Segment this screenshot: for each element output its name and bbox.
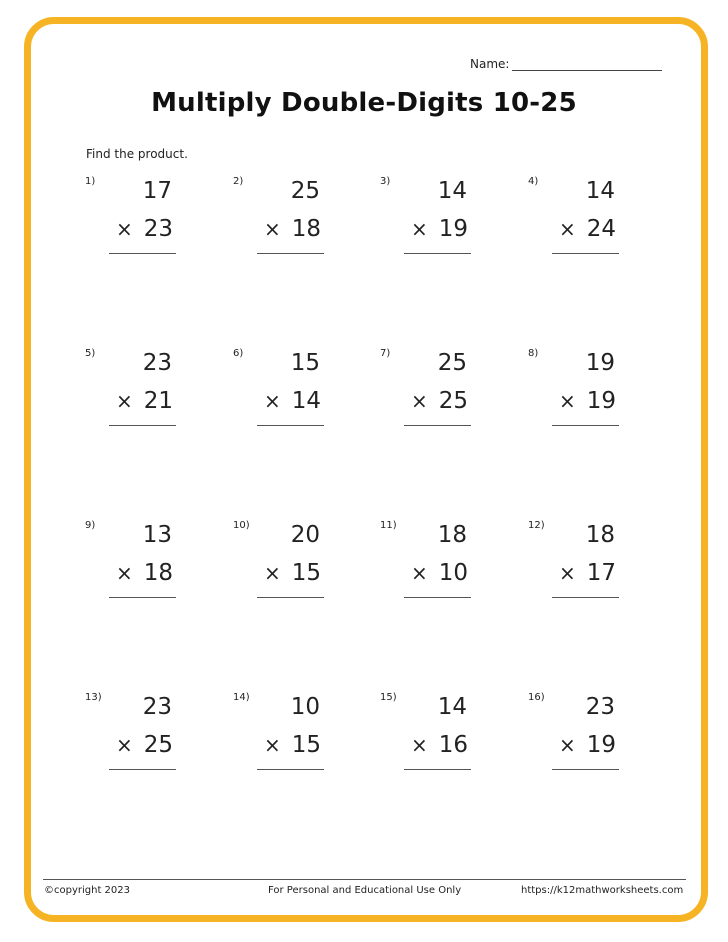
name-label: Name:	[470, 57, 510, 71]
answer-line[interactable]	[404, 597, 471, 598]
answer-line[interactable]	[552, 597, 619, 598]
multiplier-row	[109, 732, 175, 758]
problem-7	[380, 348, 520, 438]
multiplicand: 18	[437, 522, 467, 548]
problem-6	[233, 348, 373, 438]
multiplier: 25	[438, 388, 468, 414]
answer-line[interactable]	[552, 425, 619, 426]
answer-line[interactable]	[552, 769, 619, 770]
multiplier: 10	[438, 560, 468, 586]
times-icon: ×	[264, 561, 281, 585]
multiplier-row	[552, 560, 618, 586]
answer-line[interactable]	[404, 425, 471, 426]
problem-number: 15)	[380, 692, 397, 703]
problem-15	[380, 692, 520, 782]
problem-number: 5)	[85, 348, 96, 359]
multiplier: 19	[586, 732, 616, 758]
problem-number: 6)	[233, 348, 244, 359]
multiplier: 15	[291, 560, 321, 586]
multiplier: 19	[438, 216, 468, 242]
multiplier-row	[109, 216, 175, 242]
times-icon: ×	[116, 561, 133, 585]
footer-url[interactable]: https://k12mathworksheets.com	[521, 885, 684, 896]
multiplicand: 15	[290, 350, 320, 376]
problem-number: 13)	[85, 692, 102, 703]
multiplier: 21	[143, 388, 173, 414]
problem-12	[528, 520, 668, 610]
times-icon: ×	[264, 217, 281, 241]
name-blank-line[interactable]	[512, 58, 662, 71]
multiplicand: 20	[290, 522, 320, 548]
answer-line[interactable]	[552, 253, 619, 254]
multiplicand: 23	[142, 694, 172, 720]
problem-number: 2)	[233, 176, 244, 187]
multiplicand: 14	[585, 178, 615, 204]
multiplier: 18	[143, 560, 173, 586]
problem-number: 1)	[85, 176, 96, 187]
multiplier-row	[404, 732, 470, 758]
multiplier-row	[404, 388, 470, 414]
problem-number: 7)	[380, 348, 391, 359]
answer-line[interactable]	[109, 597, 176, 598]
multiplicand: 23	[585, 694, 615, 720]
multiplier: 23	[143, 216, 173, 242]
multiplicand: 25	[290, 178, 320, 204]
footer-divider	[43, 879, 686, 880]
multiplier-row	[257, 216, 323, 242]
multiplier-row	[109, 560, 175, 586]
problem-5	[85, 348, 225, 438]
times-icon: ×	[116, 733, 133, 757]
problem-1	[85, 176, 225, 266]
problem-3	[380, 176, 520, 266]
multiplicand: 25	[437, 350, 467, 376]
times-icon: ×	[559, 733, 576, 757]
times-icon: ×	[411, 217, 428, 241]
problem-13	[85, 692, 225, 782]
problem-2	[233, 176, 373, 266]
problem-number: 14)	[233, 692, 250, 703]
multiplicand: 14	[437, 694, 467, 720]
problem-number: 4)	[528, 176, 539, 187]
problem-4	[528, 176, 668, 266]
multiplier: 17	[586, 560, 616, 586]
footer-usage-note: For Personal and Educational Use Only	[268, 885, 462, 896]
multiplier-row	[404, 216, 470, 242]
problem-number: 11)	[380, 520, 397, 531]
multiplier-row	[552, 388, 618, 414]
answer-line[interactable]	[109, 253, 176, 254]
name-field[interactable]	[470, 57, 662, 71]
multiplier: 24	[586, 216, 616, 242]
multiplicand: 18	[585, 522, 615, 548]
multiplier: 19	[586, 388, 616, 414]
multiplicand: 23	[142, 350, 172, 376]
multiplier-row	[257, 560, 323, 586]
times-icon: ×	[411, 389, 428, 413]
instructions: Find the product.	[86, 147, 188, 161]
problem-number: 16)	[528, 692, 545, 703]
problem-9	[85, 520, 225, 610]
multiplier-row	[404, 560, 470, 586]
multiplier: 15	[291, 732, 321, 758]
times-icon: ×	[264, 733, 281, 757]
times-icon: ×	[559, 561, 576, 585]
problem-10	[233, 520, 373, 610]
answer-line[interactable]	[257, 253, 324, 254]
times-icon: ×	[559, 389, 576, 413]
times-icon: ×	[264, 389, 281, 413]
multiplicand: 17	[142, 178, 172, 204]
worksheet-title: Multiply Double-Digits 10-25	[151, 88, 577, 118]
multiplier: 16	[438, 732, 468, 758]
times-icon: ×	[411, 733, 428, 757]
multiplier: 18	[291, 216, 321, 242]
answer-line[interactable]	[109, 425, 176, 426]
multiplier-row	[552, 216, 618, 242]
multiplier: 25	[143, 732, 173, 758]
answer-line[interactable]	[257, 597, 324, 598]
multiplier-row	[257, 388, 323, 414]
multiplicand: 13	[142, 522, 172, 548]
problem-16	[528, 692, 668, 782]
problem-14	[233, 692, 373, 782]
problem-number: 3)	[380, 176, 391, 187]
times-icon: ×	[411, 561, 428, 585]
multiplicand: 10	[290, 694, 320, 720]
multiplicand: 14	[437, 178, 467, 204]
times-icon: ×	[116, 217, 133, 241]
multiplier-row	[109, 388, 175, 414]
answer-line[interactable]	[404, 253, 471, 254]
multiplier: 14	[291, 388, 321, 414]
times-icon: ×	[116, 389, 133, 413]
problem-8	[528, 348, 668, 438]
footer-copyright: ©copyright 2023	[44, 885, 131, 896]
times-icon: ×	[559, 217, 576, 241]
multiplier-row	[552, 732, 618, 758]
problem-number: 12)	[528, 520, 545, 531]
problem-number: 9)	[85, 520, 96, 531]
problem-number: 10)	[233, 520, 250, 531]
multiplicand: 19	[585, 350, 615, 376]
problem-11	[380, 520, 520, 610]
answer-line[interactable]	[404, 769, 471, 770]
answer-line[interactable]	[109, 769, 176, 770]
multiplier-row	[257, 732, 323, 758]
answer-line[interactable]	[257, 425, 324, 426]
problem-number: 8)	[528, 348, 539, 359]
answer-line[interactable]	[257, 769, 324, 770]
